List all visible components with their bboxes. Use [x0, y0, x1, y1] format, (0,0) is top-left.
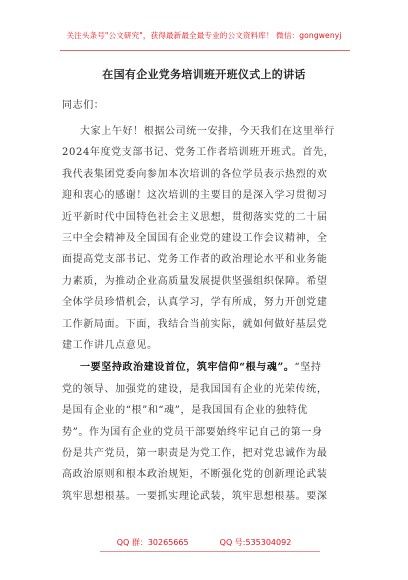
body-line	[80, 358, 322, 373]
body-line: 全体学员珍惜机会，认真学习，学有所成，努力开创党建	[62, 297, 328, 309]
footer-qq-number: QQ 号:535304092	[219, 538, 292, 547]
header-banner: 关注头条号"公文研究"，获得最新最全最专业的公文资料库！ 微信：gongwenyj	[66, 31, 342, 40]
body-line: 建工作讲几点意见。	[62, 340, 158, 351]
body-text: “坚持	[294, 362, 322, 374]
body-line: 工作新局面。下面，我结合当前实际，就如何做好基层党	[62, 318, 328, 330]
body-line: 高政治原则和根本政治规矩，不断强化党的创新理论武装	[62, 469, 328, 481]
footer-divider	[100, 551, 320, 552]
body-line: 是国有企业的“根”和“魂”，是我国国有企业的独特优	[62, 405, 308, 417]
salutation: 同志们：	[62, 100, 105, 111]
body-line: 份是共产党员，第一职责是为党工作，把对党忠诚作为最	[62, 448, 328, 459]
section-heading: 一要坚持政治建设首位，筑牢信仰“根与魂”。	[80, 362, 295, 374]
body-line: 面提高党支部书记、党务工作者的政治理论水平和业务能	[62, 254, 328, 266]
body-line: 党的领导、加强党的建设，是我国国有企业的光荣传统，	[62, 383, 328, 395]
body-line: 近平新时代中国特色社会主义思想，贯彻落实党的二十届	[62, 211, 328, 223]
body-line: 三中全会精神及全国国有企业党的建设工作会议精神，全	[62, 233, 328, 244]
document-title: 在国有企业党务培训班开班仪式上的讲话	[102, 68, 306, 81]
body-line: 我代表集团党委向参加本次培训的各位学员表示热烈的欢	[62, 168, 328, 180]
body-line: 2024年度党支部书记、党务工作者培训班开班式。首先，	[62, 147, 335, 159]
footer-qq-group: QQ 群：30265665	[116, 538, 189, 547]
body-line: 迎和衷心的感谢！这次培训的主要目的是深入学习贯彻习	[62, 190, 328, 202]
body-line: 大家上午好！根据公司统一安排，今天我们在这里举行	[80, 126, 335, 137]
body-line: 筑牢思想根基。一要抓实理论武装，筑牢思想根基。要深	[62, 490, 328, 502]
body-line: 力素质，为推动企业高质量发展提供坚强组织保障。希望	[62, 275, 328, 287]
body-line: 势”。作为国有企业的党员干部要始终牢记自己的第一身	[62, 426, 323, 438]
footer-contact	[0, 537, 408, 548]
header-divider	[60, 50, 350, 51]
